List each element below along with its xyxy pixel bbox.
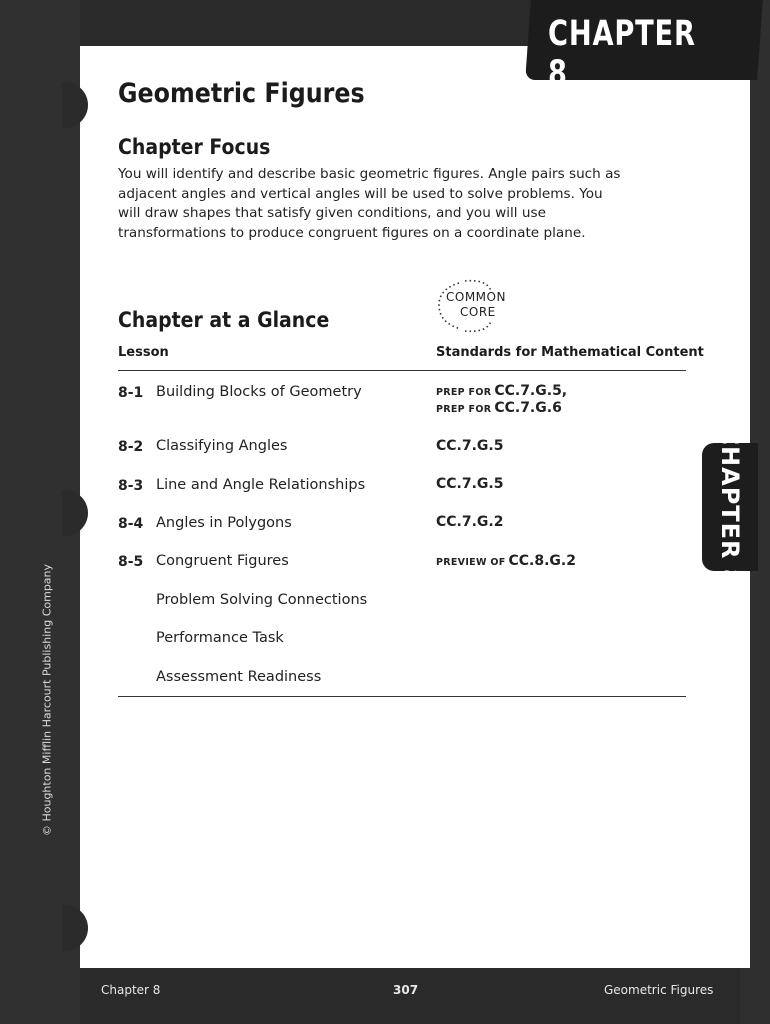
lesson-title: Angles in Polygons xyxy=(156,515,292,531)
page-title: Geometric Figures xyxy=(118,78,365,109)
lesson-standard xyxy=(436,383,567,399)
standard-code: CC.7.G.6 xyxy=(494,400,562,416)
lesson-title: Classifying Angles xyxy=(156,438,288,454)
footer-title: Geometric Figures xyxy=(604,983,714,997)
standards-column-header: Standards for Mathematical Content xyxy=(436,345,704,360)
lesson-column-header: Lesson xyxy=(118,345,169,360)
chapter-focus-heading: Chapter Focus xyxy=(118,135,271,159)
common-core-line2: CORE xyxy=(460,305,496,319)
common-core-line1: COMMON xyxy=(446,290,506,304)
copyright-notice: © Houghton Mifflin Harcourt Publishing Company xyxy=(40,563,54,837)
chapter-banner-label: CHAPTER 8 xyxy=(548,14,696,94)
table-top-rule xyxy=(118,370,686,371)
lesson-standard xyxy=(436,438,503,454)
lesson-title: Problem Solving Connections xyxy=(156,592,368,608)
chapter-focus-text: You will identify and describe basic geometric figures. Angle pairs such as adjacent angles and vertical angles will be used to solve problems. You will draw shapes that satisfy given conditions, and you will use transformations to produce congruent figures on a coordinate plane. xyxy=(118,166,621,241)
table-bottom-rule xyxy=(118,696,686,697)
lesson-number: 8-2 xyxy=(118,439,144,455)
standard-prefix: PREP FOR xyxy=(436,387,492,398)
standard-code: CC.7.G.5, xyxy=(494,383,568,399)
standard-code: CC.7.G.5 xyxy=(436,476,504,492)
lesson-title: Assessment Readiness xyxy=(156,669,322,685)
lesson-title: Line and Angle Relationships xyxy=(156,477,366,493)
lesson-number: 8-5 xyxy=(118,554,144,570)
lesson-standard xyxy=(436,553,576,569)
standard-code: CC.7.G.5 xyxy=(436,438,504,454)
footer-page-number: 307 xyxy=(393,983,419,997)
standard-code: CC.7.G.2 xyxy=(436,514,504,530)
standard-code: CC.8.G.2 xyxy=(508,553,576,569)
standard-prefix: PREVIEW OF xyxy=(436,557,506,568)
lesson-number: 8-4 xyxy=(118,516,144,532)
lesson-standard xyxy=(436,400,562,416)
footer-chapter: Chapter 8 xyxy=(101,983,161,997)
lesson-title: Congruent Figures xyxy=(156,553,289,569)
lesson-standard xyxy=(436,514,503,530)
chapter-side-tab-label: CHAPTER 8 xyxy=(716,427,744,587)
standard-prefix: PREP FOR xyxy=(436,404,492,415)
lesson-title: Performance Task xyxy=(156,630,284,646)
chapter-at-a-glance-heading: Chapter at a Glance xyxy=(118,308,330,332)
lesson-standard xyxy=(436,476,503,492)
lesson-title: Building Blocks of Geometry xyxy=(156,384,362,400)
lesson-number: 8-3 xyxy=(118,478,144,494)
lesson-number: 8-1 xyxy=(118,385,144,401)
